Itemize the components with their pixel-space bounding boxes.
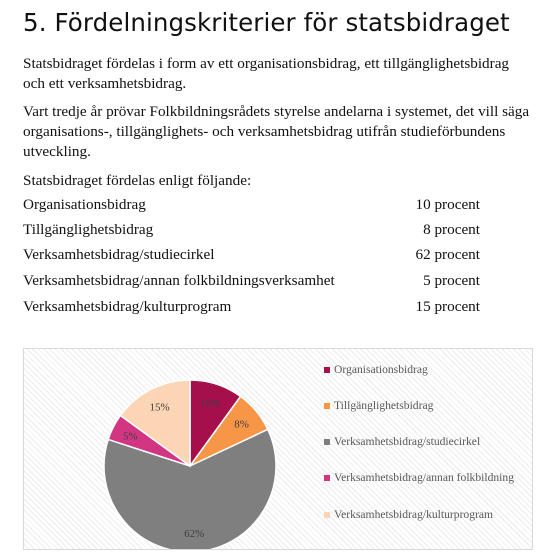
distribution-value: 8 procent	[423, 221, 480, 238]
pie-data-label: 10%	[200, 397, 221, 410]
distribution-label: Tillgänglighetsbidrag	[23, 221, 154, 238]
legend-label: Verksamhetsbidrag/kulturprogram	[334, 508, 494, 521]
legend-label: Tillgänglighetsbidrag	[334, 399, 434, 412]
pie-chart-plot	[24, 349, 324, 549]
review-paragraph: Vart tredje år prövar Folkbildningsrådets styrelse andelarna i systemet, det vill säga organisations-, tillgänglighets- och verksamhetsbidrag utifrån studieförbundens utveckling.	[23, 103, 530, 160]
section-heading: 5. Fördelningskriterier för statsbidraget	[23, 8, 510, 37]
legend-label: Verksamhetsbidrag/studiecirkel	[334, 435, 481, 448]
legend-swatch	[324, 439, 330, 445]
distribution-label: Organisationsbidrag	[23, 196, 146, 213]
intro-paragraph: Statsbidraget fördelas i form av ett organisationsbidrag, ett tillgänglighetsbidrag och ett verksamhetsbidrag.	[23, 55, 510, 92]
distribution-row	[23, 295, 480, 319]
distribution-value: 5 procent	[423, 272, 480, 289]
legend-label: Verksamhetsbidrag/annan folkbildning	[334, 471, 514, 484]
distribution-row	[23, 269, 480, 293]
distribution-row	[23, 243, 480, 267]
legend-swatch	[324, 512, 330, 518]
distribution-row	[23, 218, 480, 242]
distribution-value: 62 procent	[415, 246, 480, 263]
legend-swatch	[324, 475, 330, 481]
distribution-label: Verksamhetsbidrag/studiecirkel	[23, 246, 215, 263]
legend-swatch	[324, 367, 330, 373]
pie-chart	[23, 348, 533, 550]
distribution-value: 15 procent	[415, 298, 480, 315]
pie-data-label: 5%	[122, 430, 138, 443]
distribution-row	[23, 193, 480, 217]
legend-swatch	[324, 403, 330, 409]
distribution-value: 10 procent	[415, 196, 480, 213]
distribution-label: Verksamhetsbidrag/annan folkbildningsverksamhet	[23, 272, 335, 289]
distribution-label: Verksamhetsbidrag/kulturprogram	[23, 298, 232, 315]
distribution-intro: Statsbidraget fördelas enligt följande:	[23, 172, 252, 189]
pie-data-label: 8%	[234, 418, 249, 431]
pie-data-label: 15%	[149, 401, 170, 414]
pie-data-label: 62%	[184, 527, 205, 540]
legend-label: Organisationsbidrag	[334, 363, 428, 376]
